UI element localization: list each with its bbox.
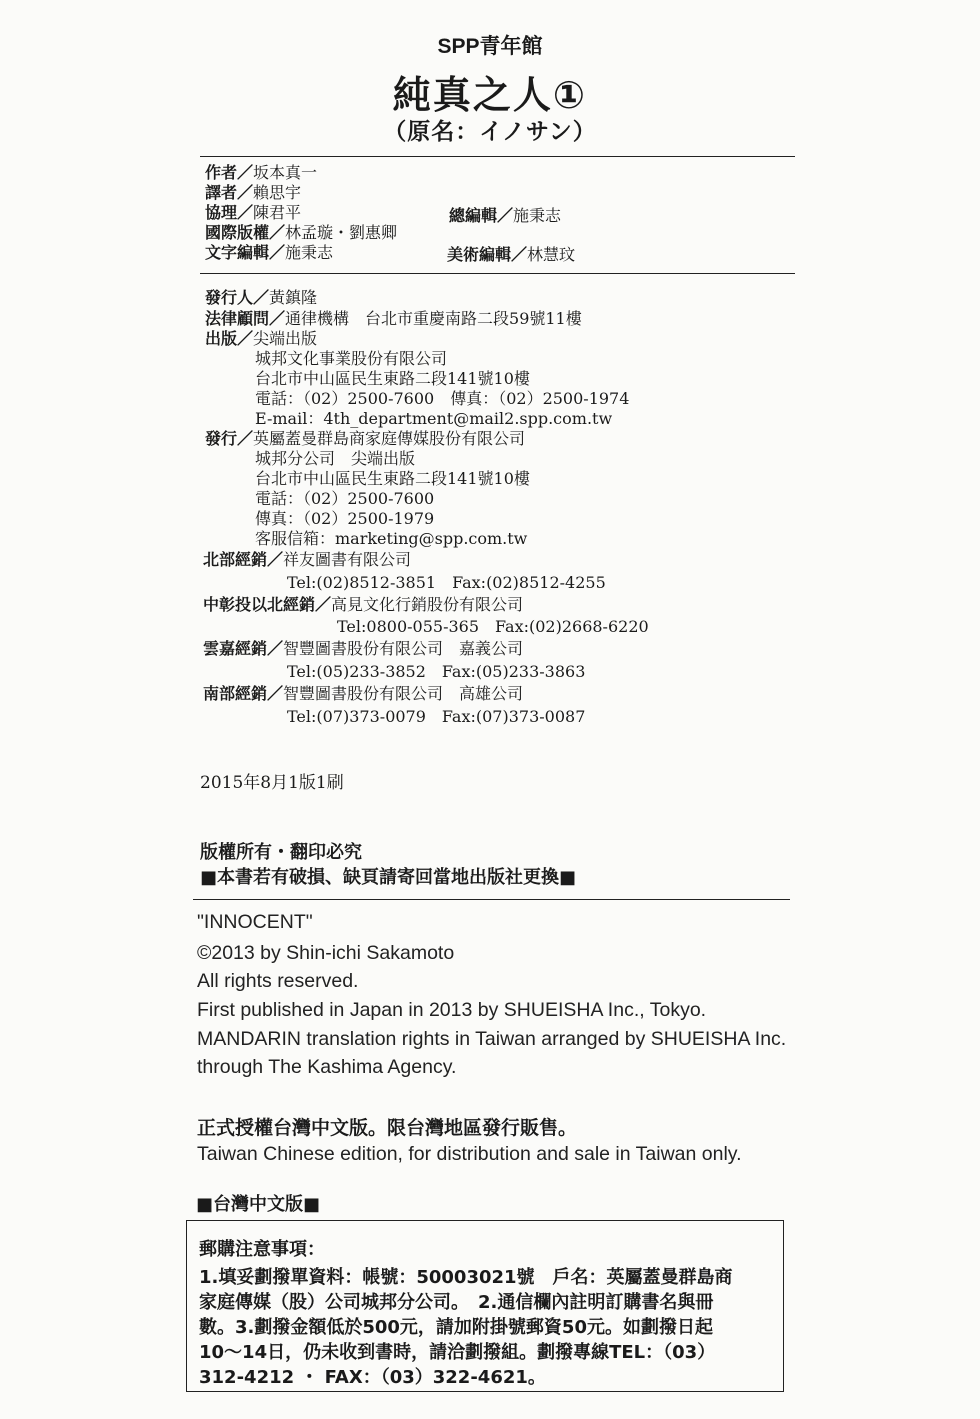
imprint-name: SPP青年館: [437, 35, 543, 58]
mail-order-line: 10～14日，仍未收到書時，請洽劃撥組。劃撥專線TEL：（03）: [199, 1342, 716, 1363]
press: 出版／尖端出版: [205, 329, 318, 348]
english-title: "INNOCENT": [197, 911, 313, 933]
mail-order-heading: 郵購注意事項：: [199, 1239, 325, 1260]
credit-art-editor: 美術編輯／林慧玟: [447, 245, 576, 264]
press-line: 台北市中山區民生東路二段141號10樓: [255, 369, 530, 388]
credit-assistant: 協理／陳君平: [205, 203, 302, 222]
distribution-line: 電話：（02）2500-7600: [255, 489, 435, 508]
english-copyright: ©2013 by Shin-ichi Sakamoto: [197, 942, 455, 964]
press-line: E-mail：4th_department@mail2.spp.com.tw: [255, 409, 613, 428]
mail-order-line: 家庭傳媒（股）公司城邦分公司。 2.通信欄內註明訂購書名與冊: [199, 1292, 714, 1313]
license-chinese: 正式授權台灣中文版。限台灣地區發行販售。: [197, 1117, 578, 1139]
press-line: 電話：（02）2500-7600 傳真：（02）2500-1974: [255, 389, 630, 408]
english-translation-rights: MANDARIN translation rights in Taiwan arranged by SHUEISHA Inc.: [197, 1028, 787, 1050]
credit-chief-editor: 總編輯／施秉志: [449, 206, 562, 225]
english-agency: through The Kashima Agency.: [197, 1056, 457, 1078]
central-contact: Tel:0800-055-365 Fax:(02)2668-6220: [337, 617, 649, 636]
license-english: Taiwan Chinese edition, for distribution and sale in Taiwan only.: [197, 1143, 742, 1165]
english-rights-reserved: All rights reserved.: [197, 970, 359, 992]
credit-text-editor: 文字編輯／施秉志: [205, 243, 334, 262]
mail-order-line: 1.填妥劃撥單資料：帳號：50003021號 戶名：英屬蓋曼群島商: [199, 1267, 733, 1288]
publisher: 發行人／黃鎮隆: [205, 288, 318, 307]
book-title: 純真之人①: [392, 73, 588, 117]
legal-counsel: 法律顧問／通律機構 台北市重慶南路二段59號11樓: [205, 309, 582, 328]
credit-author: 作者／坂本真一: [205, 163, 318, 182]
yunjia-distributor: 雲嘉經銷／智豐圖書股份有限公司 嘉義公司: [203, 639, 524, 658]
north-distributor: 北部經銷／祥友圖書有限公司: [203, 550, 412, 569]
north-contact: Tel:(02)8512-3851 Fax:(02)8512-4255: [287, 573, 606, 592]
copyright-notice: 版權所有・翻印必究: [200, 842, 362, 863]
south-contact: Tel:(07)373-0079 Fax:(07)373-0087: [287, 707, 586, 726]
edition-tag: ■台灣中文版■: [196, 1194, 321, 1215]
divider: [200, 156, 795, 157]
yunjia-contact: Tel:(05)233-3852 Fax:(05)233-3863: [287, 662, 586, 681]
credit-translator: 譯者／賴思宇: [205, 183, 302, 202]
english-first-published: First published in Japan in 2013 by SHUEISHA Inc., Tokyo.: [197, 999, 707, 1021]
distribution: 發行／英屬蓋曼群島商家庭傳媒股份有限公司: [205, 429, 526, 448]
distribution-line: 城邦分公司 尖端出版: [255, 449, 416, 468]
central-distributor: 中彰投以北經銷／高見文化行銷股份有限公司: [203, 595, 524, 614]
south-distributor: 南部經銷／智豐圖書股份有限公司 高雄公司: [203, 684, 524, 703]
damage-notice: ■本書若有破損、缺頁請寄回當地出版社更換■: [200, 867, 577, 888]
mail-order-box: [186, 1220, 784, 1392]
original-title: （原名：イノサン）: [383, 119, 597, 145]
distribution-line: 客服信箱：marketing@spp.com.tw: [255, 529, 528, 548]
credit-intl-rights: 國際版權／林孟璇・劉惠卿: [205, 223, 398, 242]
mail-order-line: 數。3.劃撥金額低於500元，請加附掛號郵資50元。如劃撥日起: [199, 1317, 713, 1338]
distribution-line: 傳真：（02）2500-1979: [255, 509, 435, 528]
edition-date: 2015年8月1版1刷: [200, 773, 344, 793]
divider: [193, 899, 790, 900]
divider: [200, 273, 795, 274]
distribution-line: 台北市中山區民生東路二段141號10樓: [255, 469, 530, 488]
press-line: 城邦文化事業股份有限公司: [255, 349, 448, 368]
mail-order-line: 312-4212 ・ FAX：（03）322-4621。: [199, 1367, 546, 1388]
